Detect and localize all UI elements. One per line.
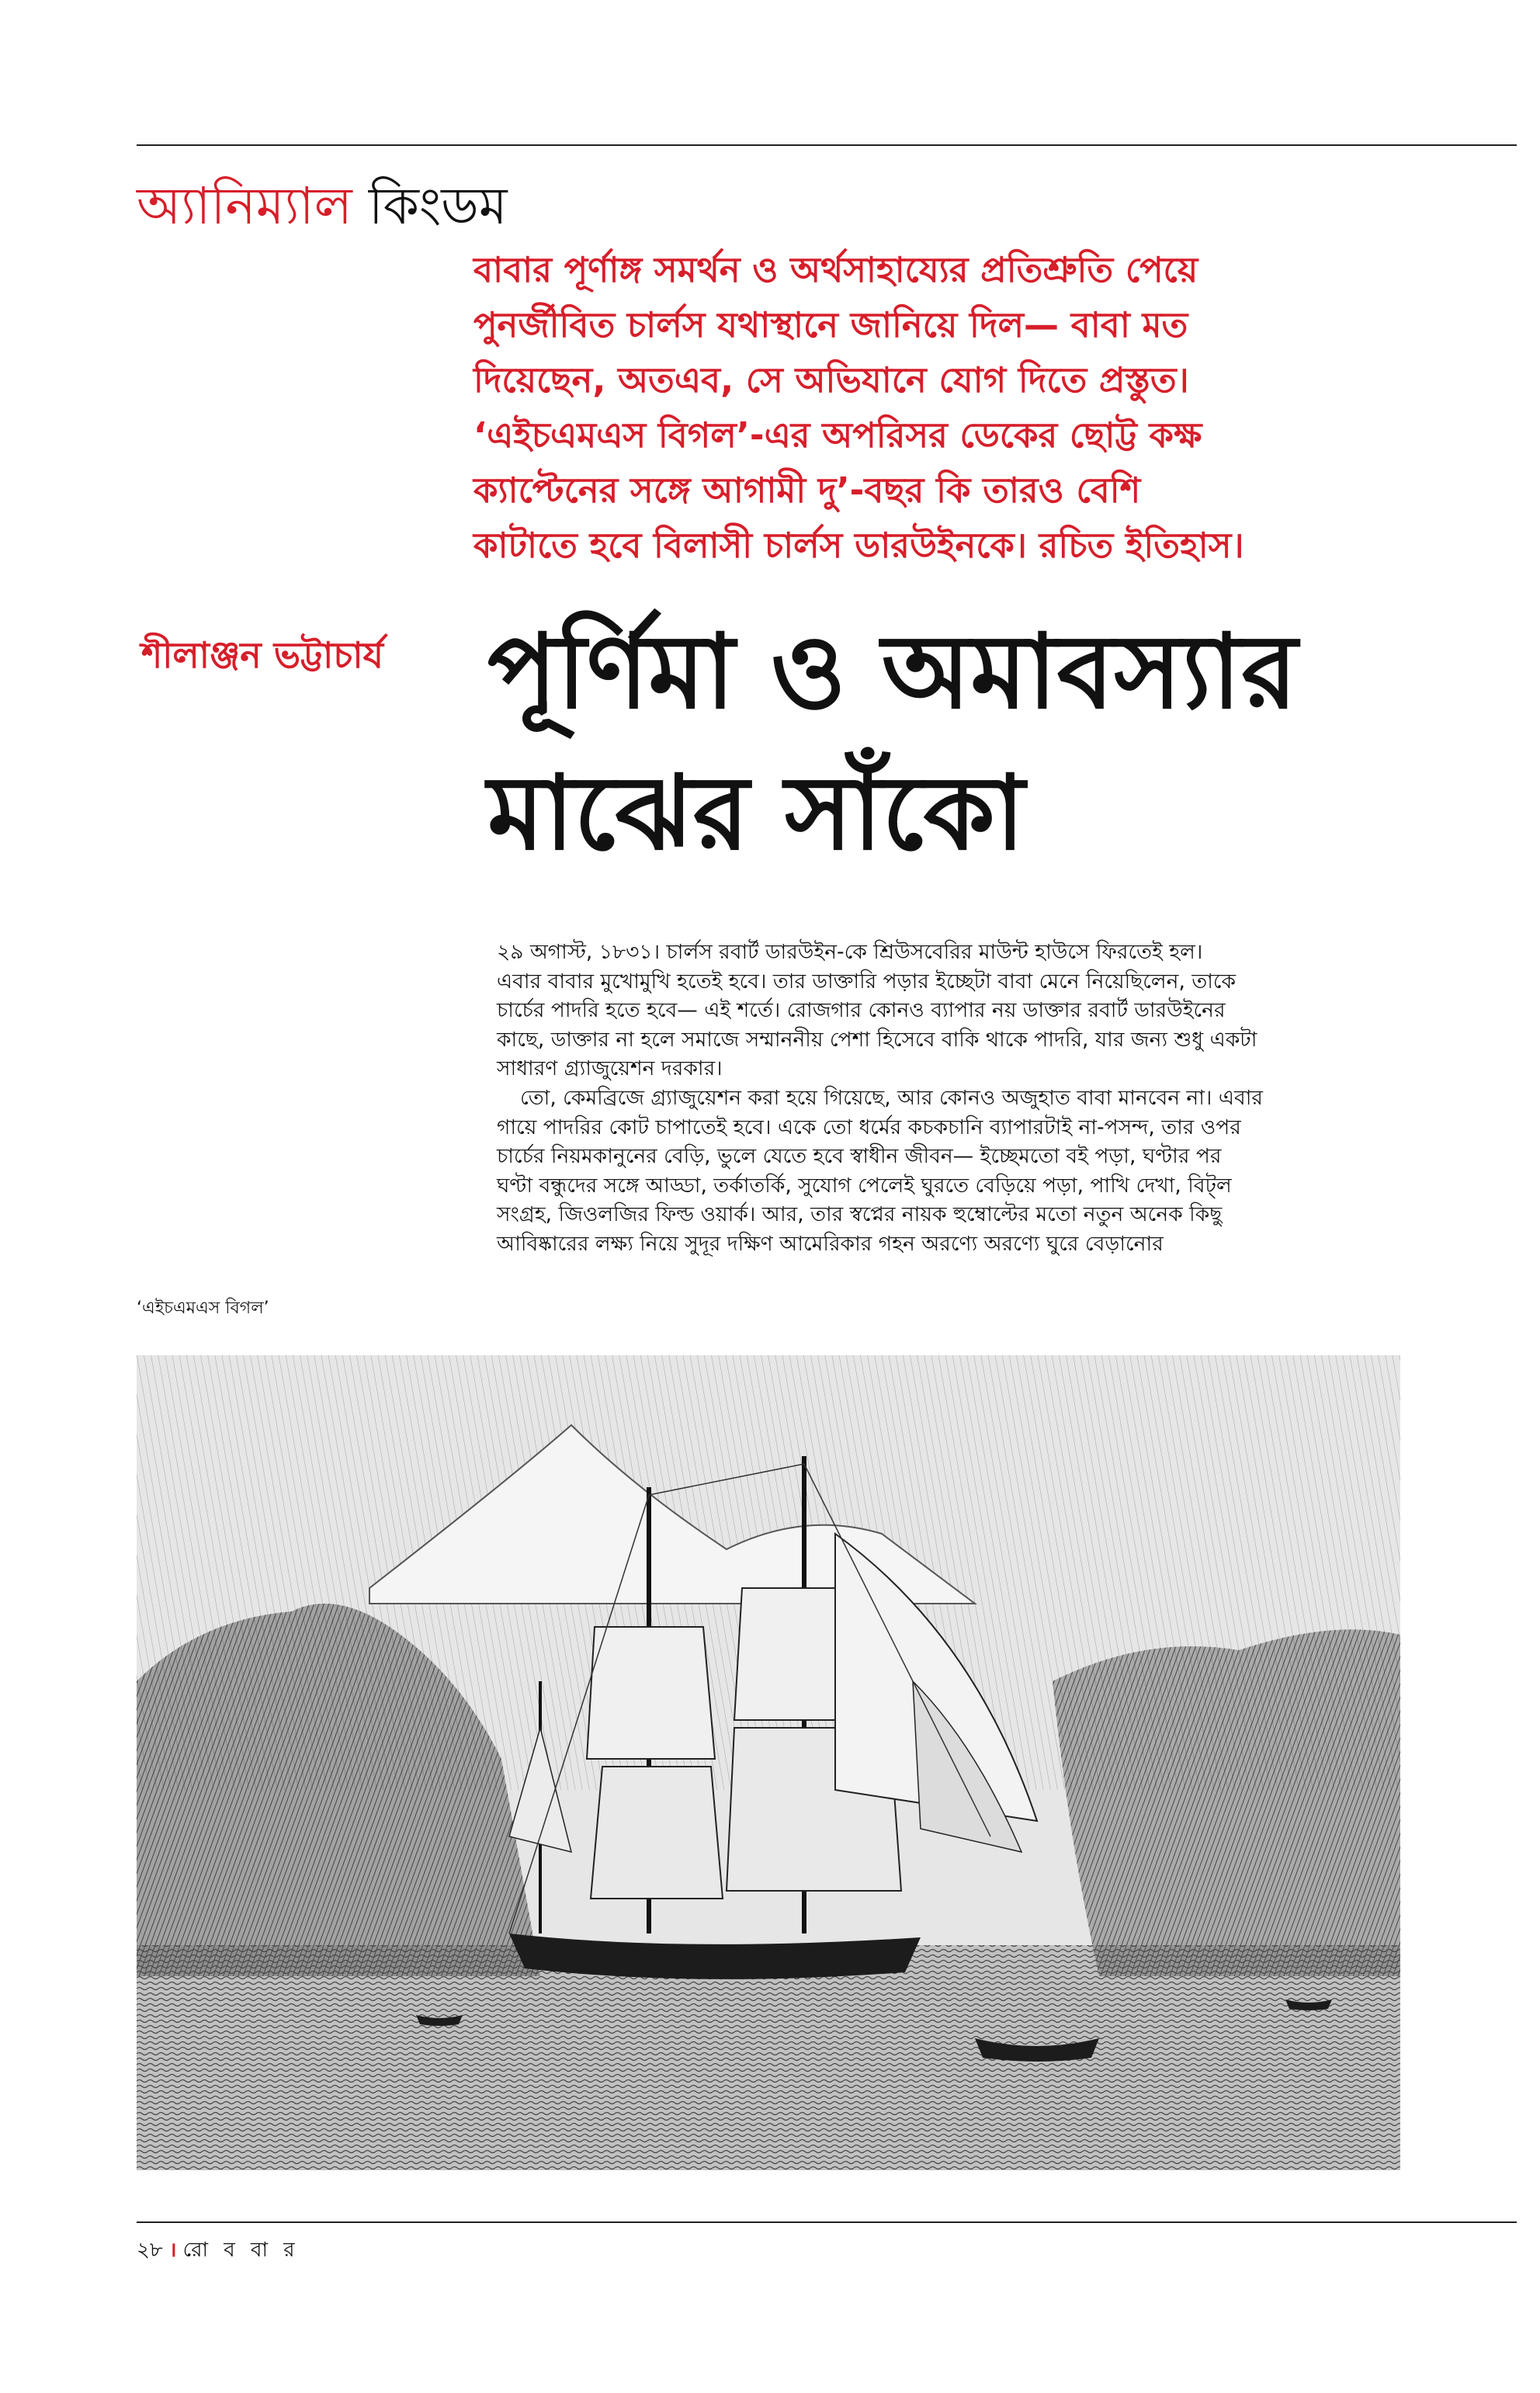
body-line: চার্চের নিয়মকানুনের বেড়ি, ভুলে যেতে হবে স্বাধীন জীবন— ইচ্ছেমতো বই পড়া, ঘণ্টার পর [497, 1144, 1222, 1169]
page-footer [137, 2234, 300, 2268]
body-line: এবার বাবার মুখোমুখি হতেই হবে। তার ডাক্তারি পড়ার ইচ্ছেটা বাবা মেনে নিয়েছিলেন, তাকে [497, 969, 1237, 994]
standfirst-line: বাবার পূর্ণাঙ্গ সমর্থন ও অর্থসাহায্যের প্রতিশ্রুতি পেয়ে [473, 249, 1198, 290]
headline-line: পূর্ণিমা ও অমাবস্যার [487, 612, 1298, 732]
body-line: আবিষ্কারের লক্ষ্য নিয়ে সুদূর দক্ষিণ আমেরিকার গহন অরণ্যে অরণ্যে ঘুরে বেড়ানোর [497, 1231, 1164, 1256]
section-header [137, 167, 508, 252]
author-byline: শীলাঞ্জন ভট্টাচার্য [141, 634, 384, 676]
magazine-name: রো ব বা র [182, 2239, 300, 2262]
bottom-divider [137, 2221, 1517, 2223]
section-name-black: কিংডম [368, 176, 508, 236]
standfirst-line: ‘এইচএমএস বিগল’-এর অপরিসর ডেকের ছোট্ট কক্ষ [473, 414, 1202, 456]
body-line: সংগ্রহ, জিওলজির ফিল্ড ওয়ার্ক। আর, তার স্বপ্নের নায়ক হুম্বোল্টের মতো নতুন অনেক কিছু [497, 1202, 1223, 1227]
standfirst [473, 242, 1420, 573]
top-divider [137, 144, 1517, 146]
body-line: তো, কেমব্রিজে গ্র্যাজুয়েশন করা হয়ে গিয়েছে, আর কোনও অজুহাত বাবা মানবেন না। এবার [520, 1085, 1264, 1110]
article-body [497, 938, 1405, 1259]
article-headline [487, 602, 1497, 884]
footer-separator: । [168, 2239, 177, 2262]
page-number: ২৮ [137, 2239, 163, 2262]
standfirst-line: কাটাতে হবে বিলাসী চার্লস ডারউইনকে। রচিত ইতিহাস। [473, 525, 1244, 566]
hms-beagle-engraving [137, 1355, 1400, 2170]
body-line: চার্চের পাদরি হতে হবে— এই শর্তে। রোজগার কোনও ব্যাপার নয় ডাক্তার রবার্ট ডারউইনের [497, 998, 1226, 1023]
standfirst-line: পুনর্জীবিত চার্লস যথাস্থানে জানিয়ে দিল— বাবা মত [473, 304, 1188, 345]
body-line: গায়ে পাদরির কোট চাপাতেই হবে। একে তো ধর্মের কচকচানি ব্যাপারটাই না-পসন্দ, তার ওপর [497, 1115, 1241, 1139]
standfirst-line: দিয়েছেন, অতএব, সে অভিযানে যোগ দিতে প্রস্তুত। [473, 359, 1189, 401]
headline-line: মাঝের সাঁকো [487, 753, 1025, 873]
standfirst-line: ক্যাপ্টেনের সঙ্গে আগামী দু’-বছর কি তারও বেশি [473, 470, 1141, 511]
body-line: কাছে, ডাক্তার না হলে সমাজে সম্মাননীয় পেশা হিসেবে বাকি থাকে পাদরি, যার জন্য শুধু একটা [497, 1027, 1257, 1052]
body-line: ২৯ অগাস্ট, ১৮৩১। চার্লস রবার্ট ডারউইন-কে শ্রিউসবেরির মাউন্ট হাউসে ফিরতেই হল। [497, 940, 1203, 964]
body-line: ঘণ্টা বন্ধুদের সঙ্গে আড্ডা, তর্কাতর্কি, সুযোগ পেলেই ঘুরতে বেড়িয়ে পড়া, পাখি দেখা, বিট্‌ল [497, 1173, 1232, 1198]
section-name-red: অ্যানিম্যাল [137, 176, 352, 236]
body-line: সাধারণ গ্র্যাজুয়েশন দরকার। [497, 1056, 723, 1081]
image-caption: ‘এইচএমএস বিগল’ [137, 1299, 269, 1318]
